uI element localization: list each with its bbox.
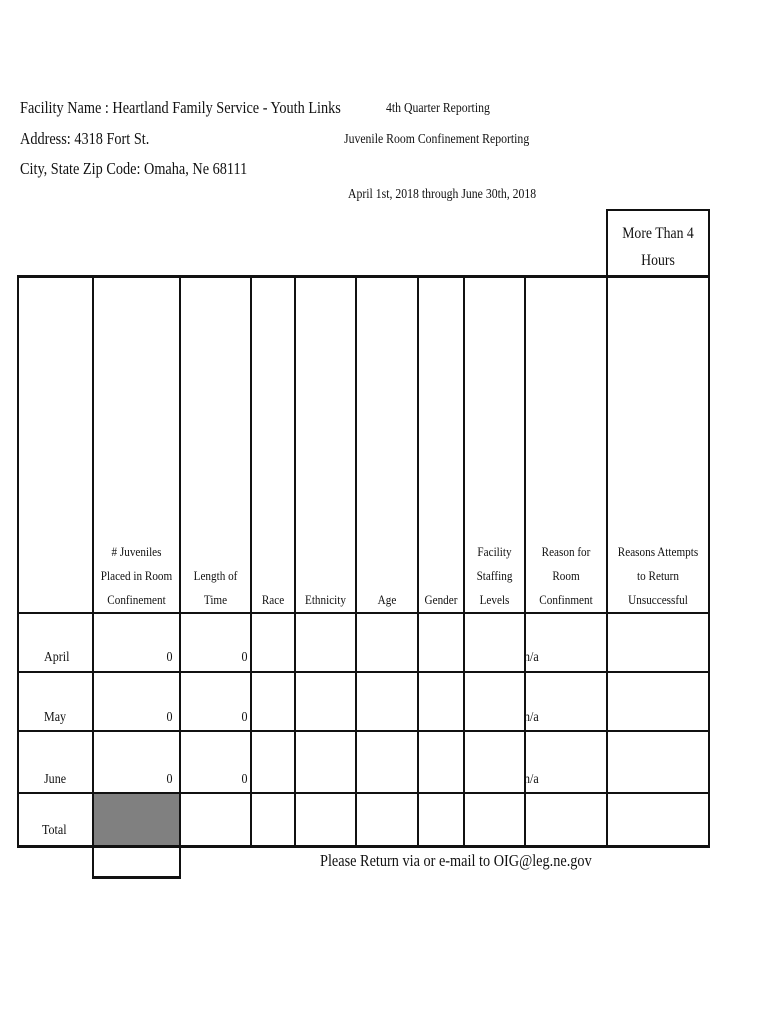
col-header-age: Age: [377, 592, 397, 607]
return-instructions: Please Return via or e-mail to OIG@leg.ne.gov: [320, 851, 592, 870]
col-header-ethnicity: Ethnicity: [304, 592, 346, 607]
total-shaded-cell: [94, 794, 179, 845]
col-header-staffing: Facility Staffing Levels: [476, 544, 513, 607]
col-header-race: Race: [261, 592, 285, 607]
may-juveniles: 0: [166, 710, 173, 725]
june-length: 0: [241, 772, 248, 787]
april-length: 0: [241, 650, 248, 665]
june-juveniles: 0: [166, 772, 173, 787]
reporting-period: April 1st, 2018 through June 30th, 2018: [348, 187, 537, 202]
may-reason: n/a: [524, 710, 539, 725]
quarter-label: 4th Quarter Reporting: [386, 101, 490, 116]
may-length: 0: [241, 710, 248, 725]
more-than-4-hours-header: More Than 4 Hours: [622, 225, 694, 269]
report-title: Juvenile Room Confinement Reporting: [344, 132, 530, 147]
col-header-length: Length of Time: [193, 568, 238, 607]
facility-address: Address: 4318 Fort St.: [20, 129, 150, 148]
row-label-total: Total: [42, 823, 67, 838]
row-label-april: April: [44, 650, 70, 665]
june-reason: n/a: [524, 772, 539, 787]
col-header-juveniles: # Juveniles Placed in Room Confinement: [100, 544, 173, 607]
row-label-may: May: [44, 710, 67, 725]
facility-city: City, State Zip Code: Omaha, Ne 68111: [20, 159, 248, 178]
april-reason: n/a: [524, 650, 539, 665]
col-header-reason: Reason for Room Confinment: [539, 544, 593, 607]
april-juveniles: 0: [166, 650, 173, 665]
facility-name: Facility Name : Heartland Family Service - Youth Links: [20, 98, 341, 117]
col-header-gender: Gender: [424, 592, 458, 607]
row-label-june: June: [44, 772, 67, 787]
col-header-reasons-attempts: Reasons Attempts to Return Unsuccessful: [617, 544, 699, 607]
